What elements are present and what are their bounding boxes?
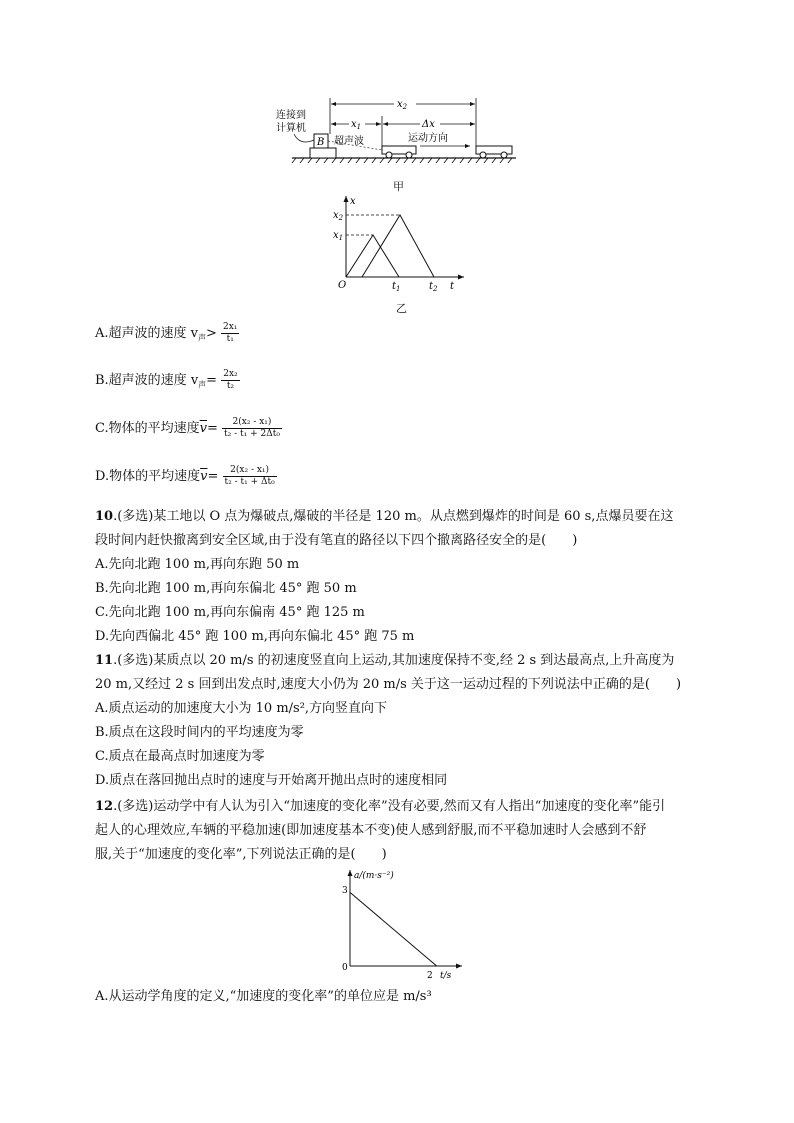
- car-near: [382, 146, 416, 158]
- q12-stem-1: 12.(多选)运动学中有人认为引入“加速度的变化率”没有必要,然而又有人指出“加速度的变化率”能引: [95, 799, 666, 814]
- car-far: [476, 146, 512, 158]
- figure-jia: [270, 94, 520, 180]
- pedestal: [310, 148, 336, 158]
- q9-option-a: A.超声波的速度 $v_声>$ $\frac{\text{2x₁}}{\text{t₁}}$: [95, 322, 238, 344]
- q11-stem-1: 11.(多选)某质点以 20 m/s 的初速度竖直向上运动,其加速度保持不变,经 2 s 到达最高点,上升高度为: [95, 653, 675, 668]
- yi-axis-t-label: t: [450, 281, 455, 292]
- yi-tick-x1: $x_1$: [333, 230, 344, 242]
- at-tick-0: 0: [342, 963, 348, 973]
- at-y-label: a/(m·s⁻²): [354, 871, 394, 881]
- yi-pulse-1: [346, 235, 399, 277]
- q9-b-fraction: $\frac{\text{2x₂}}{\text{t₂}}$: [223, 369, 238, 391]
- dx-label: Δx: [422, 119, 435, 130]
- q9-c-fraction: $\frac{\text{2(x₂ - x₁)}}{\text{t₂ - t₁ + 2Δt₀}}$: [224, 417, 280, 439]
- q11-option-d: D.质点在落回抛出点时的速度与开始离开抛出点时的速度相同: [95, 773, 448, 788]
- q9-option-c: C.物体的平均速度$\overline{v}=$ $\frac{\text{2(x₂ - x₁)}}{\text{t₂ - t₁ + 2Δt₀}}$: [95, 417, 280, 439]
- at-tick-2: 2: [427, 971, 433, 980]
- q11-option-b: B.质点在这段时间内的平均速度为零: [95, 725, 304, 740]
- figure-yi: [330, 192, 470, 296]
- graph-at: [330, 866, 470, 980]
- q9-option-b: B.超声波的速度 $v_声=$ $\frac{\text{2x₂}}{\text{t₂}}$: [95, 369, 238, 391]
- yi-tick-x2: $x_2$: [333, 210, 344, 222]
- q10-stem-1: 10.(多选)某工地以 O 点为爆破点,爆破的半径是 120 m。从点燃到爆炸的时间是 60 s,点爆员要在这: [95, 509, 674, 524]
- q9-option-d: D.物体的平均速度$\overline{v}=$ $\frac{\text{2(x₂ - x₁)}}{\text{t₂ - t₁ + Δt₀}}$: [95, 465, 275, 487]
- connect-label-1: 连接到: [276, 110, 306, 121]
- ground-hatch: [292, 158, 512, 163]
- q12-stem-2: 起人的心理效应,车辆的平稳加速(即加速度基本不变)使人感到舒服,而不平稳加速时人会感到不舒: [95, 823, 647, 838]
- q10-stem-2: 段时间内赶快撤离到安全区域,由于没有笔直的路径以下四个撤离路径安全的是( ): [95, 533, 578, 548]
- yi-origin: O: [338, 280, 347, 291]
- q10-option-b: B.先向北跑 100 m,再向东偏北 45° 跑 50 m: [95, 581, 357, 596]
- x1-label: $x_1$: [351, 119, 362, 131]
- ultrasound-label: 超声波: [334, 136, 364, 147]
- q9-a-fraction: $\frac{\text{2x₁}}{\text{t₁}}$: [223, 322, 238, 344]
- device-b-label: B: [317, 137, 325, 148]
- at-x-label: t/s: [440, 971, 452, 980]
- x2-label: $x_2$: [397, 99, 408, 111]
- q10-option-c: C.先向北跑 100 m,再向东偏南 45° 跑 125 m: [95, 605, 365, 620]
- yi-tick-t1: $t_1$: [392, 281, 401, 293]
- q11-stem-2: 20 m,又经过 2 s 回到出发点时,速度大小仍为 20 m/s 关于这一运动过程的下列说法中正确的是( ): [95, 677, 682, 692]
- q9-d-fraction: $\frac{\text{2(x₂ - x₁)}}{\text{t₂ - t₁ + Δt₀}}$: [224, 465, 275, 487]
- direction-label: 运动方向: [408, 133, 448, 144]
- at-series-line: [350, 892, 437, 966]
- figure-yi-caption: 乙: [396, 302, 407, 315]
- yi-tick-t2: $t_2$: [429, 281, 438, 293]
- connect-label-2: 计算机: [276, 123, 306, 134]
- figure-jia-caption: 甲: [393, 180, 404, 193]
- q10-option-d: D.先向西偏北 45° 跑 100 m,再向东偏北 45° 跑 75 m: [95, 629, 415, 644]
- at-tick-3: 3: [342, 886, 348, 896]
- yi-axis-x-label: x: [350, 196, 356, 207]
- q12-option-a: A.从运动学角度的定义,“加速度的变化率”的单位应是 m/s³: [95, 989, 432, 1004]
- q11-option-a: A.质点运动的加速度大小为 10 m/s²,方向竖直向下: [95, 701, 388, 716]
- q10-option-a: A.先向北跑 100 m,再向东跑 50 m: [95, 557, 300, 572]
- q12-stem-3: 服,关于“加速度的变化率”,下列说法正确的是( ): [95, 847, 387, 862]
- q11-option-c: C.质点在最高点时加速度为零: [95, 749, 265, 764]
- yi-pulse-2: [362, 215, 434, 277]
- cable: [294, 134, 314, 142]
